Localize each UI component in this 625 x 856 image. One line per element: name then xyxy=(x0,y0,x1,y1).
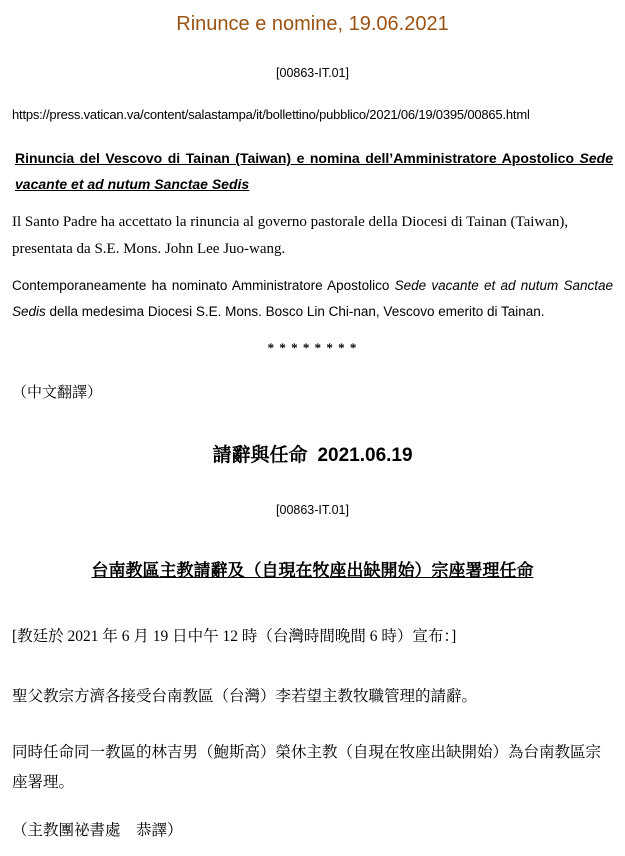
italian-paragraph-2 xyxy=(12,273,613,325)
chinese-announcement-note: [教廷於 2021 年 6 月 19 日中午 12 時（台灣時間晚間 6 時）宣布：] xyxy=(12,628,457,645)
italian-paragraph-1: Il Santo Padre ha accettato la rinuncia al governo pastorale della Diocesi di Tainan (Taiwan), presentata da S.E. Mons. John Lee Juo-wang. xyxy=(12,214,569,257)
italian-heading-main: Rinuncia del Vescovo di Tainan (Taiwan) e nomina dell’Amministratore Apostolico xyxy=(15,150,580,166)
chinese-subject-heading: 台南教區主教請辭及（自現在牧座出缺開始）宗座署理任命 xyxy=(91,561,534,580)
chinese-paragraph-1: 聖父教宗方濟各接受台南教區（台灣）李若望主教牧職管理的請辭。 xyxy=(12,688,478,705)
section-separator: * * * * * * * * xyxy=(267,340,358,355)
chinese-paragraph-2: 同時任命同一教區的林吉男（鮑斯高）榮休主教（自現在牧座出缺開始）為台南教區宗座署理。 xyxy=(12,744,602,791)
bulletin-id-chinese: [00863-IT.01] xyxy=(276,503,349,517)
bulletin-id-italian: [00863-IT.01] xyxy=(276,66,349,80)
italian-heading-latin: Sede vacante et ad nutum Sanctae Sedis xyxy=(15,150,613,192)
chinese-title-text: 請辭與任命 xyxy=(212,445,308,466)
italian-paragraph-2-pre: Contemporaneamente ha nominato Amministratore Apostolico xyxy=(12,278,395,293)
italian-heading xyxy=(12,145,613,197)
chinese-title-date: 2021.06.19 xyxy=(317,445,413,466)
chinese-translation-label: （中文翻譯） xyxy=(12,385,103,401)
chinese-translator-credit: （主教團祕書處 恭譯） xyxy=(12,822,183,839)
italian-paragraph-2-post: della medesima Diocesi S.E. Mons. Bosco Lin Chi-nan, Vescovo emerito di Tainan. xyxy=(45,304,545,319)
source-url: https://press.vatican.va/content/salastampa/it/bollettino/pubblico/2021/06/19/0395/00865.html xyxy=(12,107,530,122)
italian-paragraph-2-latin: Sede vacante et ad nutum Sanctae Sedis xyxy=(12,278,613,319)
document-title: Rinunce e nomine, 19.06.2021 xyxy=(176,13,449,35)
chinese-title xyxy=(12,443,613,469)
